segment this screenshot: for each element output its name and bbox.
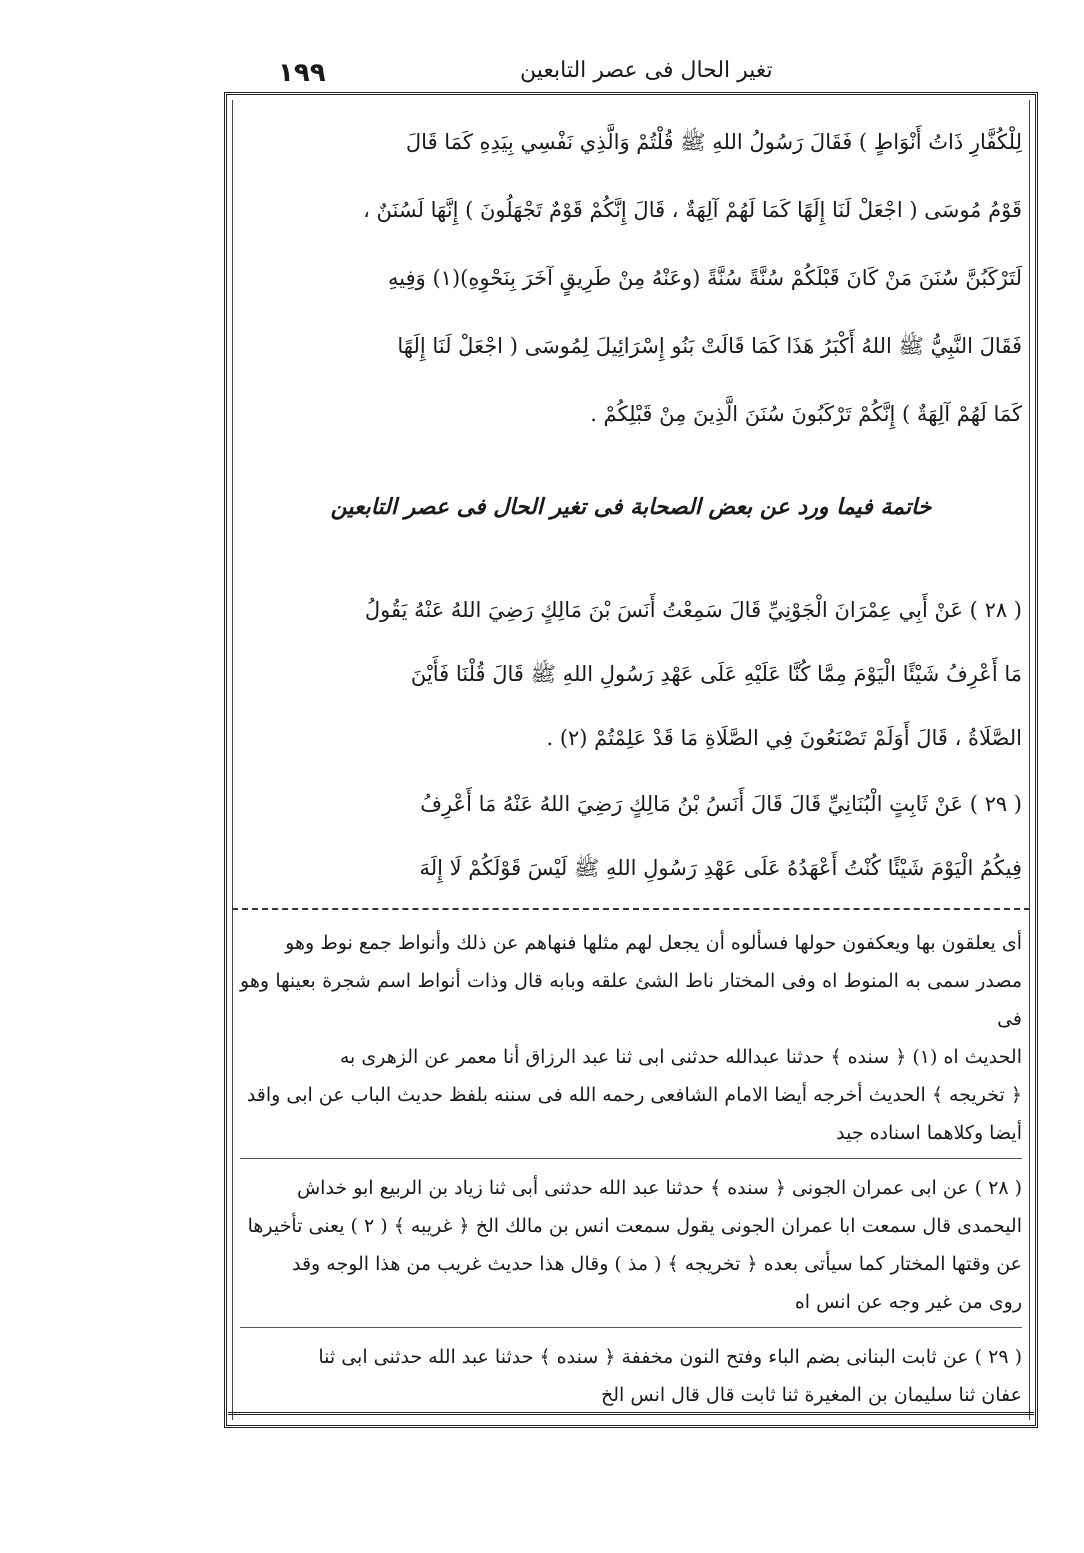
running-title: تغير الحال فى عصر التابعين (520, 58, 773, 83)
footnote-line: أيضا وكلاهما اسناده جيد (836, 1122, 1022, 1144)
hadith-line: ( ٢٨ ) عَنْ أَبِي عِمْرَانَ الْجَوْنِيِّ قَالَ سَمِعْتُ أَنَسَ بْنَ مَالِكٍ رَضِيَ اللهُ عَنْهُ يَقُولُ (364, 598, 1022, 622)
section-heading: خاتمة فيما ورد عن بعض الصحابة فى تغير الحال فى عصر التابعين (330, 494, 932, 520)
hadith-line: فِيكُمُ الْيَوْمَ شَيْئًا كُنْتُ أَعْهَدُهُ عَلَى عَهْدِ رَسُولِ اللهِ ﷺ لَيْسَ قَوْلَكُمْ لَا إِلَهَ (419, 856, 1022, 880)
footnote-28 (240, 1169, 1022, 1321)
page-number: ١٩٩ (278, 58, 326, 88)
footnote-divider (240, 1327, 1022, 1328)
bottom-rule (228, 1412, 1034, 1415)
footnote-line: ( ٢٩ ) عن ثابت البنانى بضم الباء وفتح النون مخففة ﴿ سنده ﴾ حدثنا عبد الله حدثنى ابى ثنا (318, 1346, 1022, 1368)
hadith-line: مَا أَعْرِفُ شَيْئًا الْيَوْمَ مِمَّا كُنَّا عَلَيْهِ عَلَى عَهْدِ رَسُولِ اللهِ ﷺ قَالَ قُلْنَا فَأَيْنَ (410, 662, 1022, 686)
footnote-line: أى يعلقون بها ويعكفون حولها فسألوه أن يجعل لهم مثلها فنهاهم عن ذلك وأنواط جمع نوط وهو (285, 932, 1022, 954)
footnote-line: عن وقتها المختار كما سيأتى بعده ﴿ تخريجه ﴾ ( مذ ) وقال هذا حديث غريب من هذا الوجه وقد (292, 1253, 1022, 1275)
footnotes (240, 924, 1022, 1414)
footnote-line: الحديث اه (١) ﴿ سنده ﴾ حدثنا عبدالله حدثنى ابى ثنا عبد الرزاق أنا معمر عن الزهرى به (339, 1046, 1022, 1068)
footnote-line: ﴿ تخريجه ﴾ الحديث أخرجه أيضا الامام الشافعى رحمه الله فى سننه بلفظ حديث الباب عن ابى واقد (246, 1084, 1022, 1106)
main-text-line: لِلْكُفَّارِ ذَاتُ أَنْوَاطٍ ) فَقَالَ رَسُولُ اللهِ ﷺ قُلْتُمْ وَالَّذِي نَفْسِي بِيَدِهِ كَمَا قَالَ (405, 130, 1022, 154)
hadith-line: ( ٢٩ ) عَنْ ثَابِتٍ الْبُنَانِيِّ قَالَ قَالَ أَنَسُ بْنُ مَالِكٍ رَضِيَ اللهُ عَنْهُ مَا أَعْرِفُ (420, 792, 1022, 816)
footnote-separator (232, 908, 1030, 910)
main-text-line: فَقَالَ النَّبِيُّ ﷺ اللهُ أَكْبَرُ هَذَا كَمَا قَالَتْ بَنُو إِسْرَائِيلَ لِمُوسَى ( اجْعَلْ لَنَا إِلَهًا (397, 334, 1022, 358)
hadith-28 (240, 578, 1022, 770)
hadith-line: الصَّلَاةُ ، قَالَ أَوَلَمْ تَصْنَعُونَ فِي الصَّلَاةِ مَا قَدْ عَلِمْتُمْ (٢) . (546, 726, 1022, 750)
main-text (240, 108, 1022, 448)
main-text-line: قَوْمُ مُوسَى ( اجْعَلْ لَنَا إِلَهًا كَمَا لَهُمْ آلِهَةٌ ، قَالَ إِنَّكُمْ قَوْمٌ تَجْهَلُونَ ) إِنَّهَا لَسُنَنٌ ، (363, 198, 1022, 222)
footnote-1 (240, 924, 1022, 1152)
footnote-line: روى من غير وجه عن انس اه (794, 1291, 1022, 1313)
footnote-line: مصدر سمى به المنوط اه وفى المختار ناط الشئ علقه وبابه قال وذات أنواط اسم شجرة بعينها وهو فى (240, 970, 1022, 1030)
footnote-divider (240, 1158, 1022, 1159)
main-text-line: لَتَرْكَبُنَّ سُنَنَ مَنْ كَانَ قَبْلَكُمْ سُنَّةً سُنَّةً (وعَنْهُ مِنْ طَرِيقٍ آخَرَ بِنَحْوِهِ)(١) وَفِيهِ (388, 266, 1022, 290)
footnote-29 (240, 1338, 1022, 1414)
footnote-line: اليحمدى قال سمعت ابا عمران الجونى يقول سمعت انس بن مالك الخ ﴿ غريبه ﴾ ( ٢ ) يعنى تأخيرها (247, 1215, 1022, 1237)
main-text-line: كَمَا لَهُمْ آلِهَةٌ ) إِنَّكُمْ تَرْكَبُونَ سُنَنَ الَّذِينَ مِنْ قَبْلِكُمْ . (590, 402, 1022, 426)
hadith-29 (240, 772, 1022, 900)
footnote-line: عفان ثنا سليمان بن المغيرة ثنا ثابت قال قال انس الخ (600, 1384, 1022, 1406)
footnote-line: ( ٢٨ ) عن ابى عمران الجونى ﴿ سنده ﴾ حدثنا عبد الله حدثنى أبى ثنا زياد بن الربيع ابو خداش (296, 1177, 1022, 1199)
